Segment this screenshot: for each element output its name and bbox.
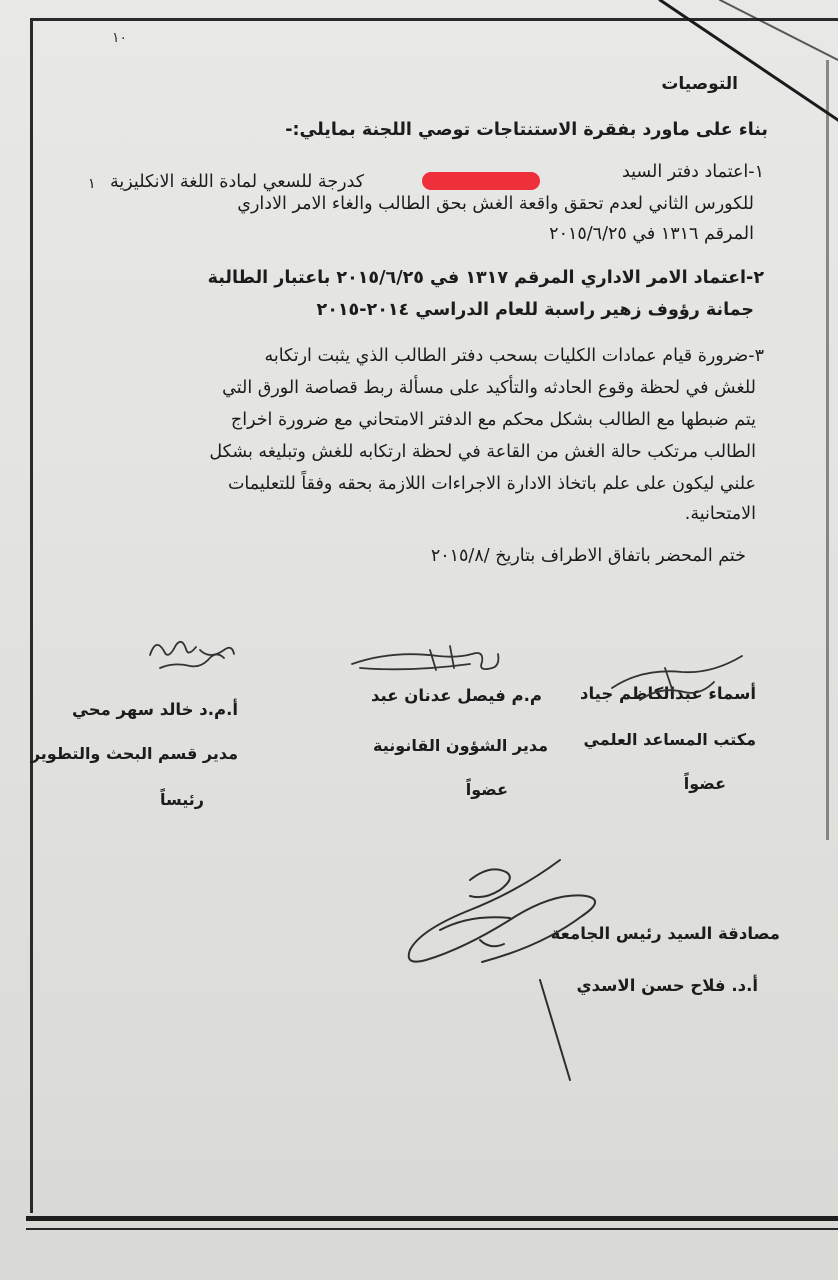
signatory-1-title: مكتب المساعد العلمي <box>583 730 756 749</box>
item3-line1: ٣-ضرورة قيام عمادات الكليات بسحب دفتر الطالب الذي يثبت ارتكابه <box>264 346 764 366</box>
signatory-3-role: رئيساً <box>159 790 204 809</box>
item3-line3: يتم ضبطها مع الطالب بشكل محكم مع الدفتر الامتحاني مع ضرورة اخراج <box>230 410 756 430</box>
signature-1-scribble <box>612 656 742 700</box>
closing-text: ختم المحضر باتفاق الاطراف بتاريخ /٢٠١٥/٨ <box>430 546 746 566</box>
item3-line2: للغش في لحظة وقوع الحادثه والتأكيد على مسألة ربط قصاصة الورق التي <box>222 378 756 398</box>
signatory-2-name: م.م فيصل عدنان عبد <box>370 686 542 705</box>
signatory-2-title: مدير الشؤون القانونية <box>373 736 548 755</box>
signature-2-scribble <box>352 646 498 670</box>
item1-margin-mark: ١ <box>88 176 96 192</box>
item1-line1-start: ١-اعتماد دفتر السيد <box>621 162 764 182</box>
president-signature-scribble <box>409 860 595 1080</box>
approval-name: أ.د. فلاح حسن الاسدي <box>576 976 758 995</box>
signatory-2-role: عضواً <box>465 780 508 799</box>
corner-mark: ١٠ <box>112 30 128 46</box>
signatory-1-role: عضواً <box>683 774 726 793</box>
item3-line4: الطالب مرتكب حالة الغش من القاعة في لحظة ارتكابه للغش وتبليغه بشكل <box>209 442 756 462</box>
signatory-1-name: أسماء عبدالكاظم جياد <box>579 684 756 703</box>
item1-line3: المرقم ١٣١٦ في ٢٠١٥/٦/٢٥ <box>549 224 754 244</box>
item3-line6: الامتحانية. <box>684 504 756 524</box>
scan-shadow-line <box>660 0 838 120</box>
intro-text: بناء على ماورد بفقرة الاستنتاجات توصي اللجنة بمايلي:- <box>285 120 768 140</box>
item2-line1: ٢-اعتماد الامر الاداري المرقم ١٣١٧ في ٢٠١٥/٦/٢٥ باعتبار الطالبة <box>207 268 764 288</box>
item2-line2: جمانة رؤوف زهير راسبة للعام الدراسي ٢٠١٤-٢٠١٥ <box>316 300 754 320</box>
signatory-3-name: أ.م.د خالد سهر محي <box>72 700 238 719</box>
approval-label: مصادقة السيد رئيس الجامعة <box>550 924 780 943</box>
signatory-3-title: مدير قسم البحث والتطوير <box>30 744 238 763</box>
item3-line5: علني ليكون على علم باتخاذ الادارة الاجراءات اللازمة بحقه وفقاً للتعليمات <box>227 474 756 494</box>
page-title: التوصيات <box>661 74 738 94</box>
signature-3-scribble <box>150 642 234 668</box>
item1-line2: للكورس الثاني لعدم تحقق واقعة الغش بحق الطالب والغاء الامر الاداري <box>237 194 754 214</box>
item1-line1-end: كدرجة للسعي لمادة اللغة الانكليزية <box>110 172 365 192</box>
